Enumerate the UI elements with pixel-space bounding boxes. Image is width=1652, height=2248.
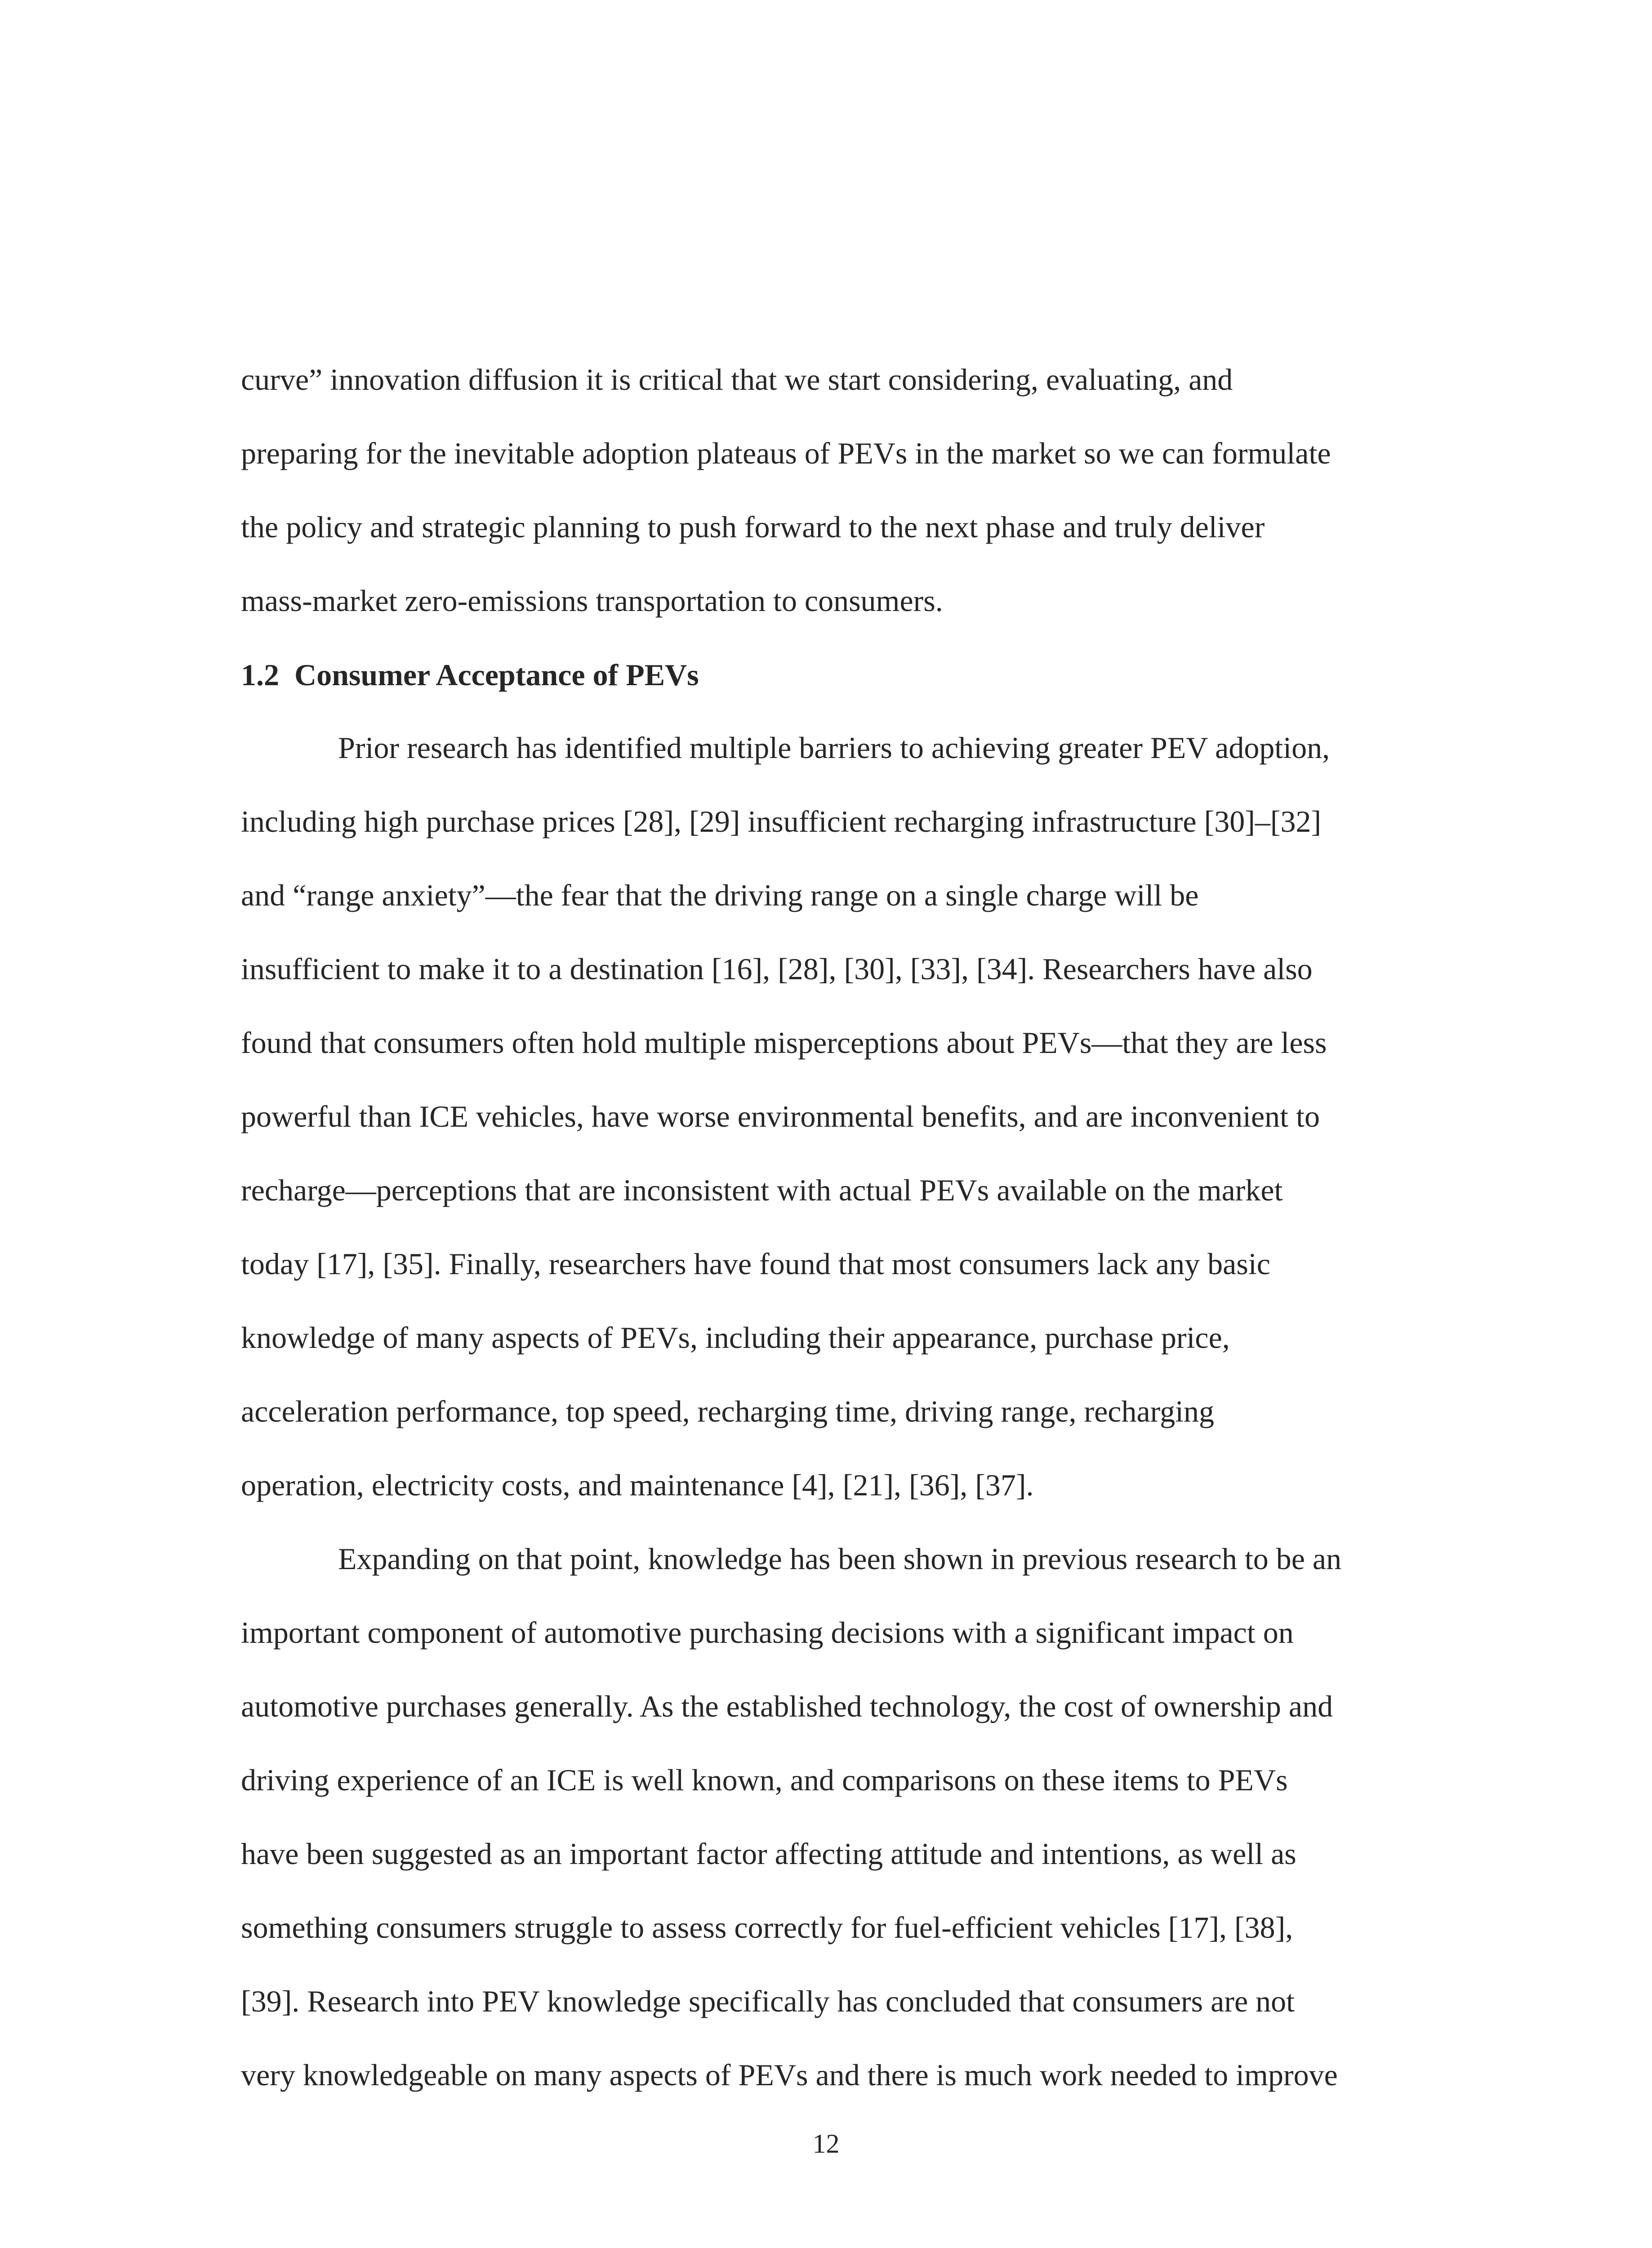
paragraph-2-line-2: including high purchase prices [28], [29] insufficient recharging infrastructure [30]–[32] <box>241 804 1322 839</box>
paragraph-2-line-5: found that consumers often hold multiple misperceptions about PEVs—that they are less <box>241 1026 1327 1060</box>
paragraph-3-line-2: important component of automotive purchasing decisions with a significant impact on <box>241 1615 1294 1650</box>
section-heading: 1.2 Consumer Acceptance of PEVs <box>241 658 699 692</box>
paragraph-3-line-6: something consumers struggle to assess correctly for fuel-efficient vehicles [17], [38], <box>241 1910 1293 1945</box>
paragraph-3-line-3: automotive purchases generally. As the established technology, the cost of ownership and <box>241 1689 1333 1723</box>
paragraph-1-line-3: the policy and strategic planning to push forward to the next phase and truly deliver <box>241 510 1265 544</box>
paragraph-3-line-8: very knowledgeable on many aspects of PEVs and there is much work needed to improve <box>241 2058 1338 2092</box>
paragraph-3-line-7: [39]. Research into PEV knowledge specifically has concluded that consumers are not <box>241 1984 1295 2018</box>
paragraph-2-line-3: and “range anxiety”—the fear that the driving range on a single charge will be <box>241 878 1199 912</box>
paragraph-3-line-5: have been suggested as an important factor affecting attitude and intentions, as well as <box>241 1837 1296 1871</box>
paragraph-2-line-4: insufficient to make it to a destination [16], [28], [30], [33], [34]. Researchers have also <box>241 952 1313 986</box>
paragraph-1-line-2: preparing for the inevitable adoption plateaus of PEVs in the market so we can formulate <box>241 436 1331 470</box>
paragraph-3-line-4: driving experience of an ICE is well known, and comparisons on these items to PEVs <box>241 1763 1288 1797</box>
paragraph-1-line-4: mass-market zero-emissions transportation to consumers. <box>241 584 943 618</box>
paragraph-2-line-9: knowledge of many aspects of PEVs, including their appearance, purchase price, <box>241 1320 1230 1355</box>
paragraph-2-line-1: Prior research has identified multiple barriers to achieving greater PEV adoption, <box>338 731 1330 765</box>
paragraph-2-line-7: recharge—perceptions that are inconsistent with actual PEVs available on the market <box>241 1173 1283 1207</box>
paragraph-2-line-6: powerful than ICE vehicles, have worse environmental benefits, and are inconvenient to <box>241 1099 1320 1133</box>
page-number: 12 <box>812 2129 840 2159</box>
paragraph-2-line-11: operation, electricity costs, and maintenance [4], [21], [36], [37]. <box>241 1468 1034 1502</box>
paragraph-3-line-1: Expanding on that point, knowledge has been shown in previous research to be an <box>338 1542 1342 1576</box>
paragraph-2-line-10: acceleration performance, top speed, recharging time, driving range, recharging <box>241 1394 1214 1428</box>
paragraph-2-line-8: today [17], [35]. Finally, researchers have found that most consumers lack any basic <box>241 1247 1270 1281</box>
paragraph-1-line-1: curve” innovation diffusion it is critical that we start considering, evaluating, and <box>241 362 1233 397</box>
